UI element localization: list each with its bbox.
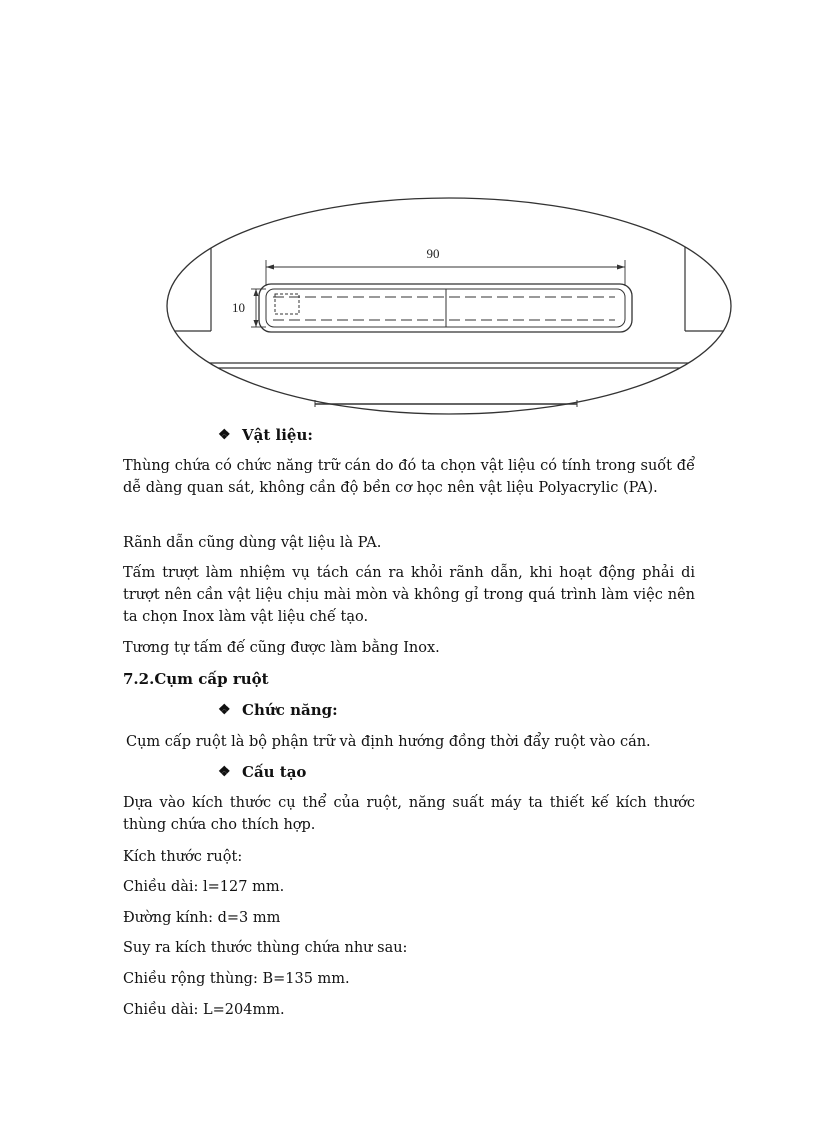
materials-paragraph-4: Tương tự tấm đế cũng được làm bằng Inox.: [123, 640, 440, 656]
structure-heading-text: Cấu tạo: [242, 763, 307, 781]
materials-heading: [218, 424, 313, 446]
materials-paragraph-2: Rãnh dẫn cũng dùng vật liệu là PA.: [123, 535, 382, 551]
dim-width-label: 10: [232, 300, 245, 315]
box-length: Chiều dài: L=204mm.: [123, 1002, 285, 1018]
core-size-label: Kích thước ruột:: [123, 849, 243, 865]
dim-length-label: 90: [426, 246, 440, 261]
function-text: Cụm cấp ruột là bộ phận trữ và định hướng đồng thời đẩy ruột vào cán.: [126, 734, 651, 750]
function-heading-text: Chức năng:: [242, 701, 338, 719]
materials-paragraph-1: Thùng chứa có chức năng trữ cán do đó ta chọn vật liệu có tính trong suốt để dễ dàng quan sát, không cần độ bền cơ học nên vật liệu Polyacrylic (PA).: [123, 458, 695, 496]
box-width: Chiều rộng thùng: B=135 mm.: [123, 971, 350, 987]
slot-drawing: [165, 196, 733, 416]
structure-heading: [218, 761, 306, 783]
diamond-bullet-icon: ❖: [218, 427, 231, 443]
function-heading: [218, 699, 338, 721]
core-diameter: Đường kính: d=3 mm: [123, 910, 281, 926]
detail-figure: [165, 196, 733, 416]
section-title: 7.2.Cụm cấp ruột: [123, 670, 269, 688]
structure-intro: Dựa vào kích thước cụ thể của ruột, năng suất máy ta thiết kế kích thước thùng chứa cho thích hợp.: [123, 795, 695, 833]
detail-ellipse: [167, 198, 731, 414]
derive-text: Suy ra kích thước thùng chứa như sau:: [123, 940, 408, 956]
diamond-bullet-icon: ❖: [218, 764, 231, 780]
materials-paragraph-3: Tấm trượt làm nhiệm vụ tách cán ra khỏi rãnh dẫn, khi hoạt động phải di trượt nên cần vật liệu chịu mài mòn và không gỉ trong quá trình làm việc nên ta chọn Inox làm vật liệu chế tạo.: [123, 565, 695, 625]
core-length: Chiều dài: l=127 mm.: [123, 879, 285, 895]
diamond-bullet-icon: ❖: [218, 702, 231, 718]
materials-heading-text: Vật liệu:: [242, 426, 313, 444]
